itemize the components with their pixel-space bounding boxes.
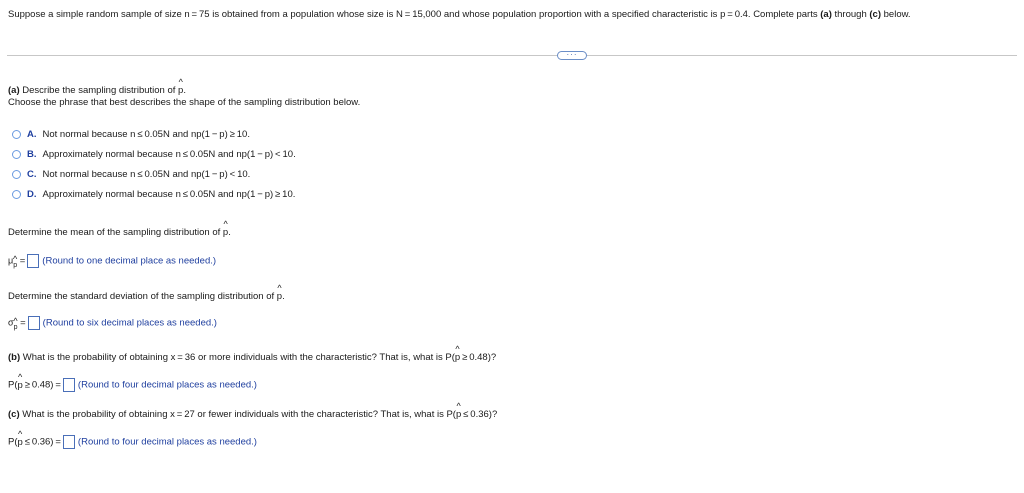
section-divider: [7, 55, 1017, 56]
sd-input[interactable]: [28, 316, 40, 330]
part-b-answer-row: P(^ p ≥ 0.48) = (Round to four decimal places as needed.): [8, 378, 257, 392]
radio-button[interactable]: [12, 150, 21, 159]
mean-answer-row: μ^ $_p$ = (Round to one decimal place as needed.): [8, 254, 216, 268]
sd-prompt: Determine the standard deviation of the sampling distribution of ^ p.: [8, 291, 285, 302]
mean-hint: (Round to one decimal place as needed.): [42, 255, 217, 267]
radio-button[interactable]: [12, 130, 21, 139]
option-c[interactable]: C. Not normal because n ≤ 0.05N and np(1 − p) < 10.: [12, 169, 250, 180]
more-button[interactable]: ···: [557, 51, 587, 60]
part-c-answer-row: P(^ p ≤ 0.36) = (Round to four decimal places as needed.): [8, 435, 257, 449]
radio-button[interactable]: [12, 170, 21, 179]
option-b[interactable]: B. Approximately normal because n ≤ 0.05N and np(1 − p) < 10.: [12, 149, 296, 160]
part-a-instruction: Choose the phrase that best describes the shape of the sampling distribution below.: [8, 97, 361, 108]
option-a[interactable]: A. Not normal because n ≤ 0.05N and np(1 − p) ≥ 10.: [12, 129, 250, 140]
p-hat-symbol: ^ p: [178, 85, 183, 96]
part-b-question: (b) What is the probability of obtaining x = 36 or more individuals with the characteristic? That is, what is P(^ p ≥ 0.48)?: [8, 352, 496, 363]
mean-prompt: Determine the mean of the sampling distribution of ^ p.: [8, 227, 231, 238]
part-b-hint: (Round to four decimal places as needed.): [77, 379, 257, 391]
part-c-hint: (Round to four decimal places as needed.): [77, 436, 257, 448]
sigma-symbol: σ: [8, 317, 14, 328]
radio-button[interactable]: [12, 190, 21, 199]
part-c-input[interactable]: [63, 435, 75, 449]
part-c-question: (c) What is the probability of obtaining x = 27 or fewer individuals with the characteristic? That is, what is P(^ p ≤ 0.36)?: [8, 409, 497, 420]
sd-answer-row: σ^ $_p$ = (Round to six decimal places as needed.): [8, 316, 217, 330]
mean-input[interactable]: [27, 254, 39, 268]
question-text: Suppose a simple random sample of size n = 75 is obtained from a population whose size is N = 15,000 and whose population proportion with a specified characteristic is p = 0.4. Complete parts (a) through (c) below.: [8, 9, 911, 20]
part-b-input[interactable]: [63, 378, 75, 392]
mu-symbol: μ: [8, 255, 14, 266]
sd-hint: (Round to six decimal places as needed.): [42, 317, 217, 329]
option-d[interactable]: D. Approximately normal because n ≤ 0.05N and np(1 − p) ≥ 10.: [12, 189, 295, 200]
part-a-heading: (a) Describe the sampling distribution of ^ p.: [8, 85, 186, 96]
